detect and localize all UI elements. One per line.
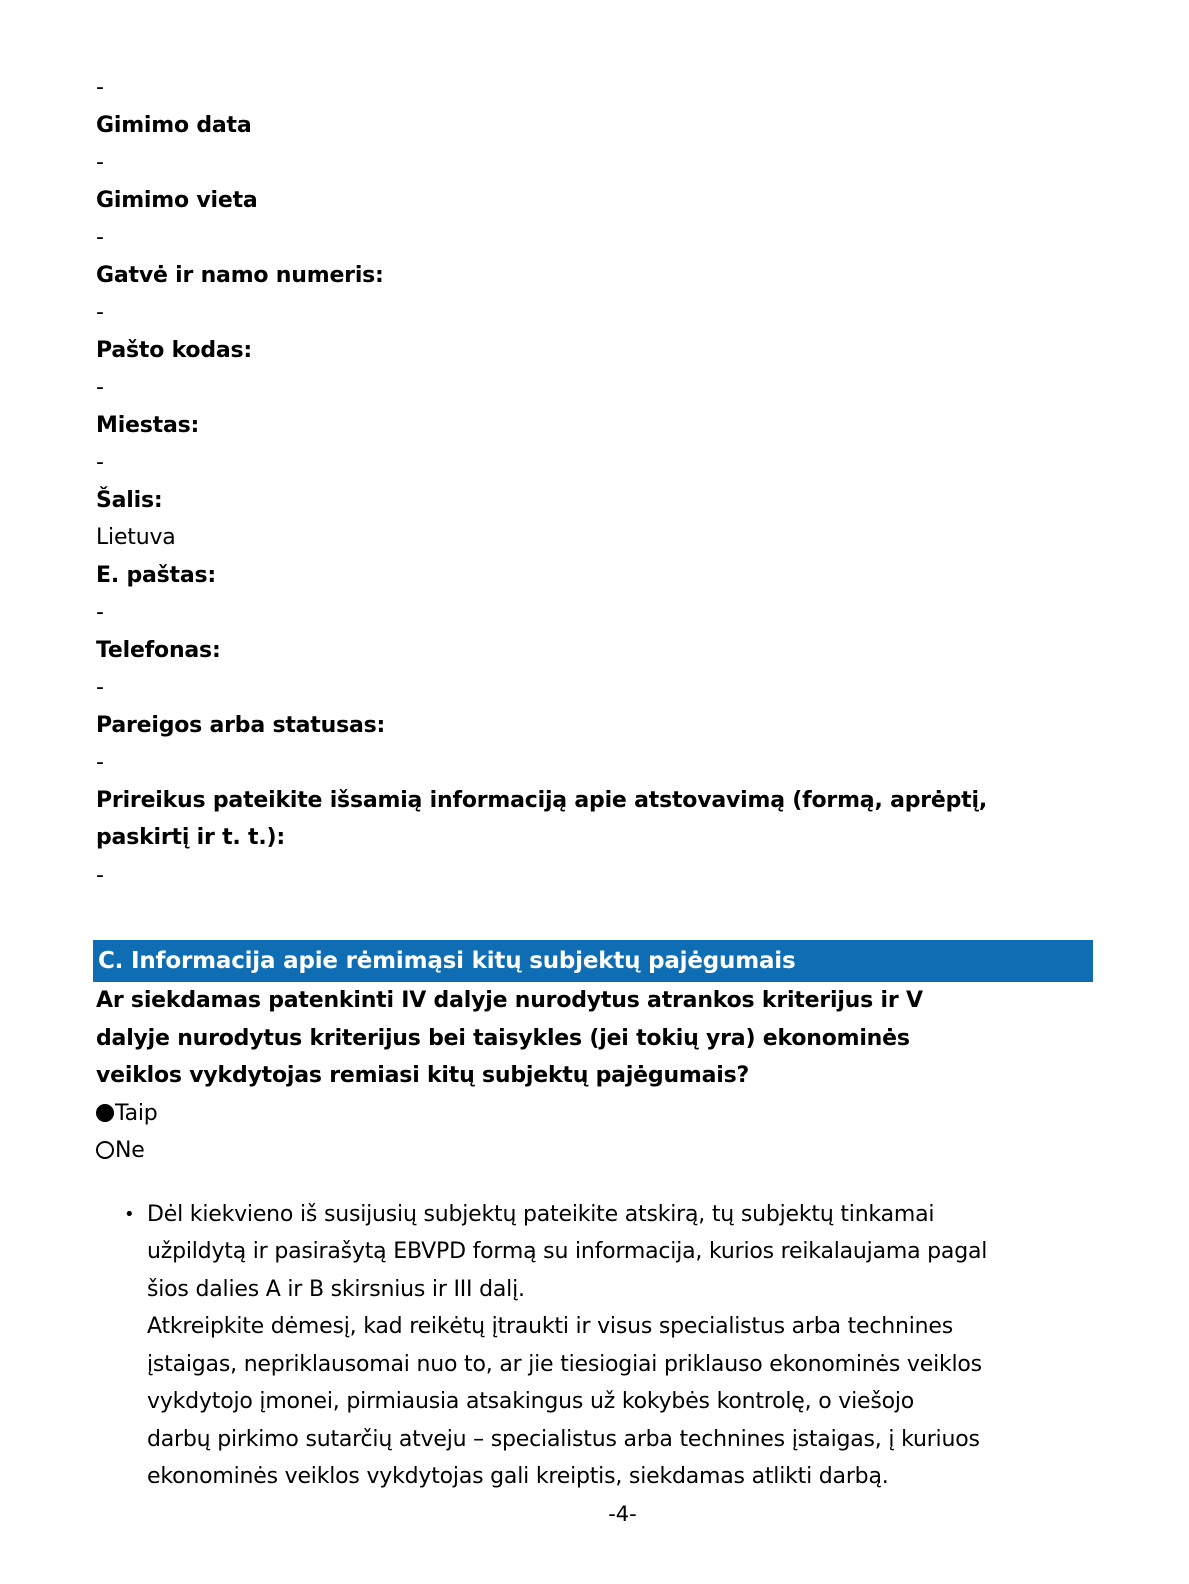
field-value-empty: - — [96, 75, 104, 100]
field-label-gimimo-data: Gimimo data — [96, 112, 252, 138]
note-line-6 — [96, 1383, 1149, 1421]
radio-option-taip-label: Taip — [115, 1100, 158, 1126]
field-label-telefonas: Telefonas: — [96, 637, 221, 663]
field-value-pasto-kodas: - — [96, 375, 104, 400]
note-line-8 — [96, 1458, 1149, 1496]
note-text-3: šios dalies A ir B skirsnius ir III dalį. — [147, 1276, 525, 1302]
note-text-6: vykdytojo įmonei, pirmiausia atsakingus už kokybės kontrolę, o viešojo — [147, 1389, 915, 1414]
question-line-2: dalyje nurodytus kriterijus bei taisykles (jei tokių yra) ekonominės — [96, 1025, 910, 1051]
page-number: -4- — [608, 1501, 637, 1526]
note-text-8: ekonominės veiklos vykdytojas gali kreiptis, siekdamas atlikti darbą. — [147, 1464, 889, 1489]
note-line-2 — [96, 1233, 1149, 1271]
field-value-salis: Lietuva — [96, 525, 176, 550]
field-label-epastas: E. paštas: — [96, 562, 216, 588]
note-line-5 — [96, 1346, 1149, 1384]
radio-option-taip[interactable] — [96, 1095, 1149, 1133]
field-value-pareigos: - — [96, 750, 104, 775]
field-label-gimimo-vieta: Gimimo vieta — [96, 187, 258, 213]
bullet-icon: • — [124, 1203, 135, 1225]
field-label-atstovavimas-line2: paskirtį ir t. t.): — [96, 825, 285, 850]
field-label-gatve-numeris: Gatvė ir namo numeris: — [96, 262, 384, 288]
note-text-5: įstaigas, nepriklausomai nuo to, ar jie tiesiogiai priklauso ekonominės veiklos — [147, 1351, 982, 1377]
field-value-epastas: - — [96, 600, 104, 625]
radio-selected-icon — [96, 1104, 114, 1122]
note-line-1 — [96, 1196, 1149, 1234]
field-label-miestas: Miestas: — [96, 412, 200, 438]
note-line-7 — [96, 1421, 1149, 1459]
field-value-telefonas: - — [96, 675, 104, 700]
field-value-miestas: - — [96, 450, 104, 475]
radio-option-ne[interactable] — [96, 1132, 1149, 1170]
field-label-pasto-kodas: Pašto kodas: — [96, 337, 253, 363]
note-line-3 — [96, 1271, 1149, 1309]
note-text-1: Dėl kiekvieno iš susijusių subjektų pateikite atskirą, tų subjektų tinkamai — [147, 1201, 935, 1227]
radio-unselected-icon — [96, 1141, 114, 1159]
note-line-4 — [96, 1308, 1149, 1346]
note-text-7: darbų pirkimo sutarčių atveju – specialistus arba technines įstaigas, į kuriuos — [147, 1426, 980, 1452]
question-line-3: veiklos vykdytojas remiasi kitų subjektų pajėgumais? — [96, 1063, 750, 1088]
spacer — [96, 1170, 1149, 1196]
field-value-atstovavimas: - — [96, 862, 104, 888]
field-label-atstovavimas-line1: Prireikus pateikite išsamią informaciją apie atstovavimą (formą, aprėptį, — [96, 787, 987, 813]
field-value-gimimo-vieta: - — [96, 225, 104, 250]
radio-option-ne-label: Ne — [115, 1138, 145, 1163]
question-line-1: Ar siekdamas patenkinti IV dalyje nurodytus atrankos kriterijus ir V — [96, 988, 923, 1013]
field-value-gatve-numeris: - — [96, 300, 104, 325]
field-value-gimimo-data: - — [96, 150, 104, 175]
field-label-pareigos: Pareigos arba statusas: — [96, 712, 386, 738]
section-header-c: C. Informacija apie rėmimąsi kitų subjektų pajėgumais — [93, 940, 1093, 982]
note-text-2: užpildytą ir pasirašytą EBVPD formą su informacija, kurios reikalaujama pagal — [147, 1239, 988, 1264]
field-label-salis: Šalis: — [96, 487, 163, 513]
note-text-4: Atkreipkite dėmesį, kad reikėtų įtraukti ir visus specialistus arba technines — [147, 1314, 954, 1339]
